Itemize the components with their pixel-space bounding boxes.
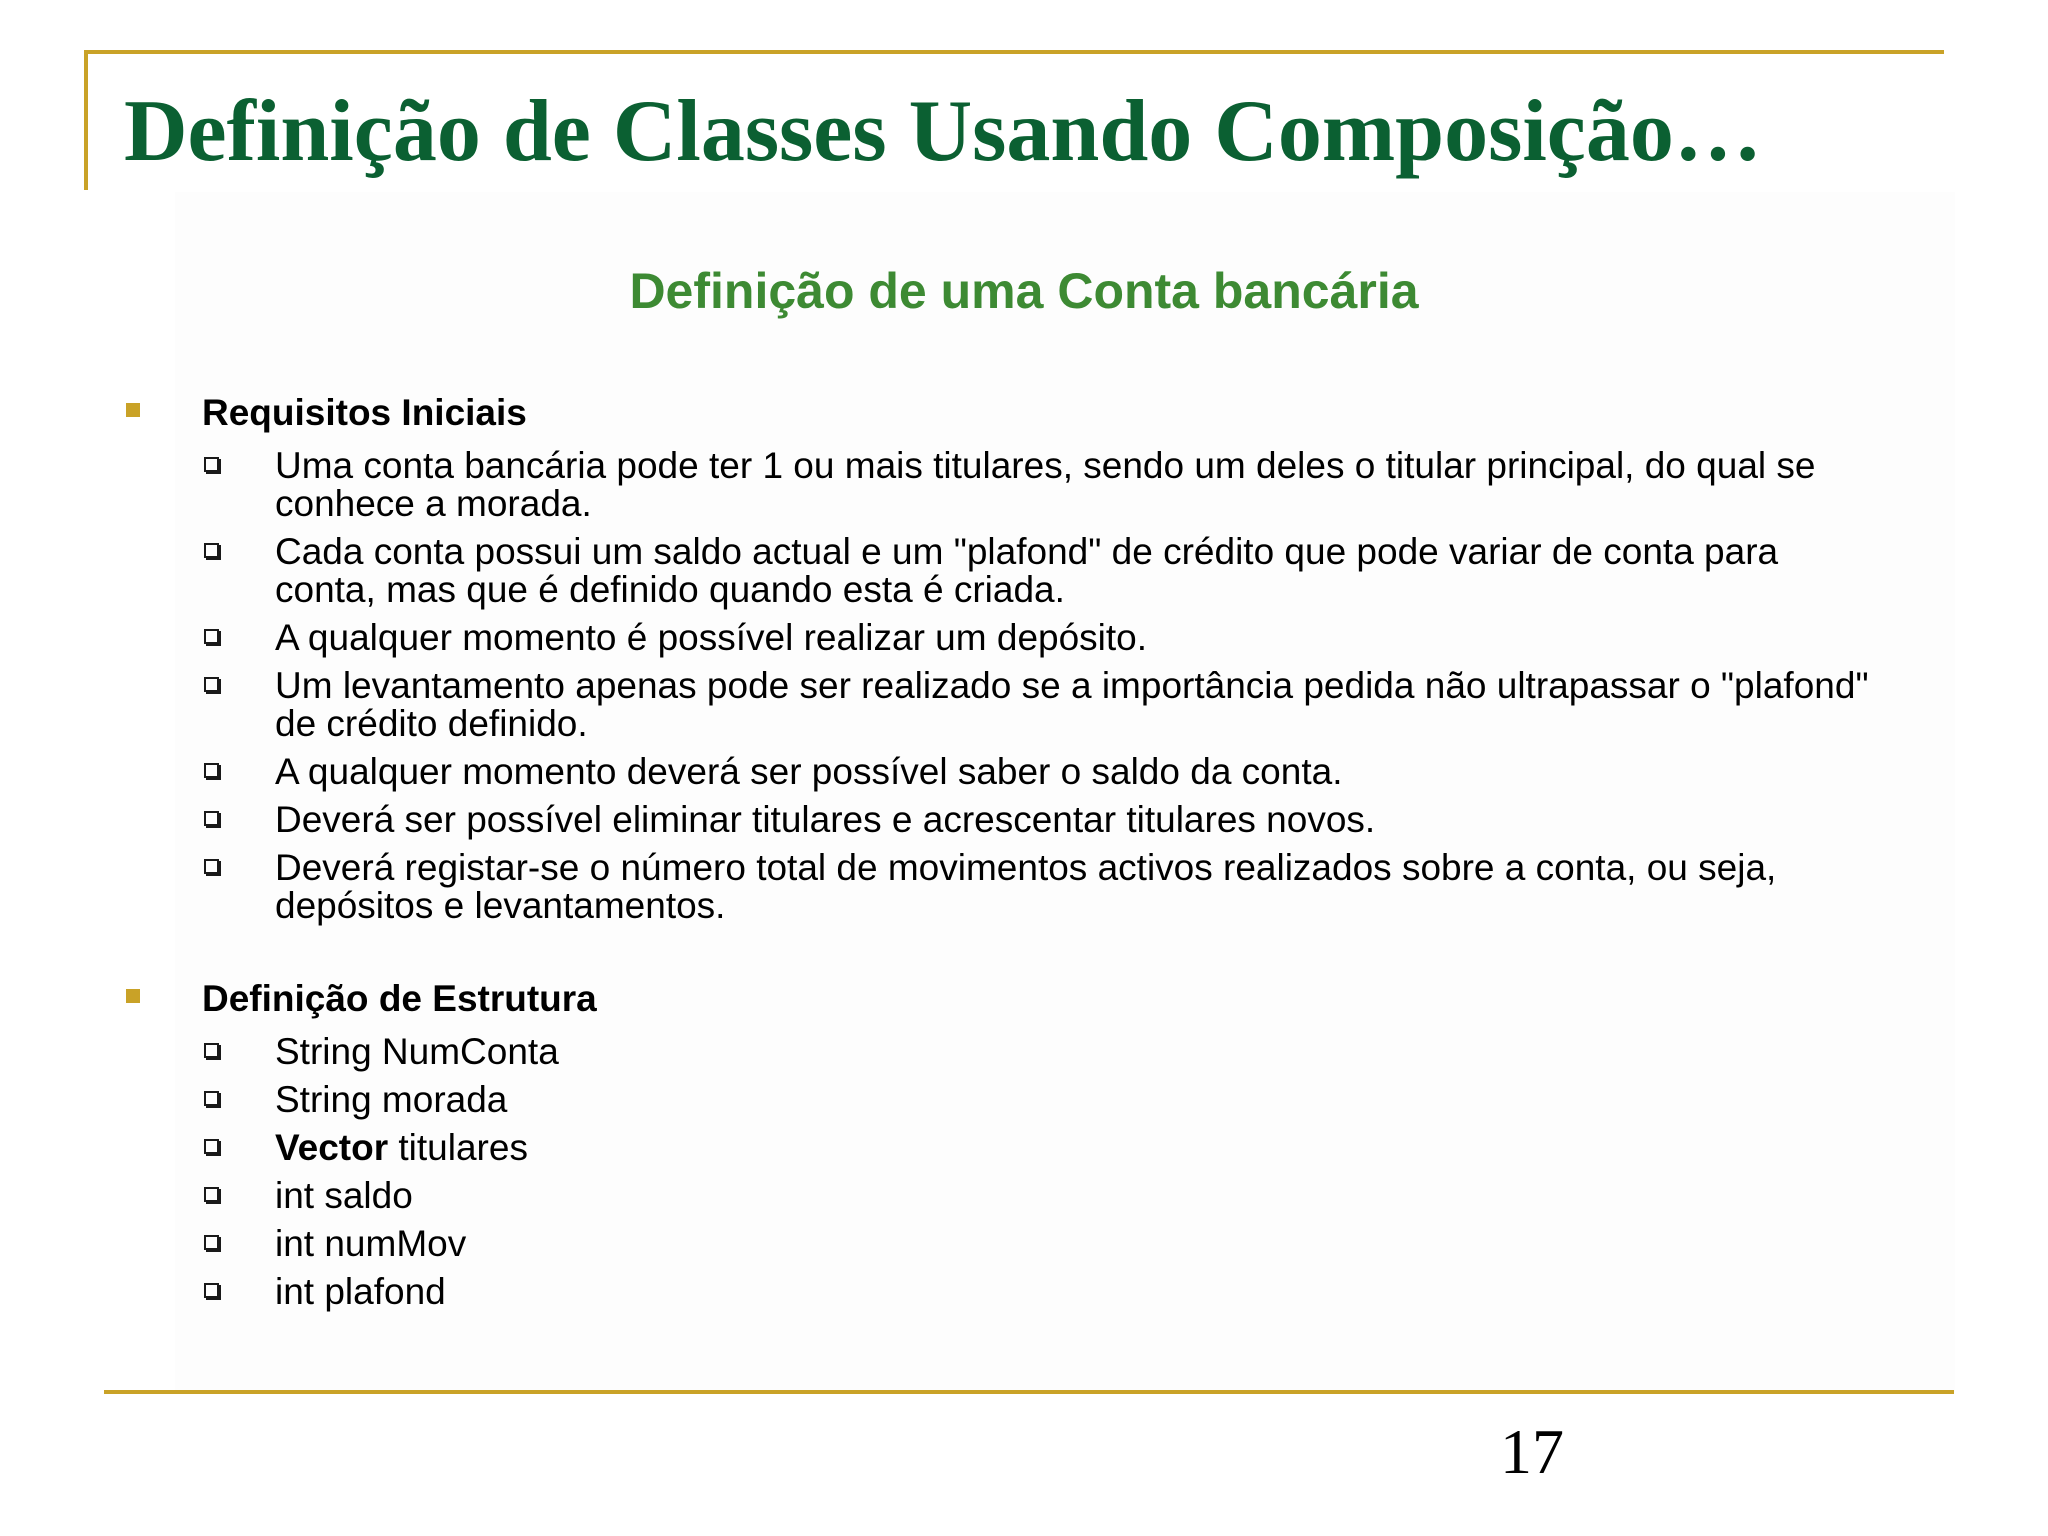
- list-item: [124, 1225, 1884, 1263]
- list-item-text: Uma conta bancária pode ter 1 ou mais titulares, sendo um deles o titular principal, do qual se conhece a morada.: [275, 445, 1816, 524]
- estrutura-heading: [124, 975, 1944, 1023]
- field-type-bold: Vector: [275, 1127, 389, 1168]
- list-item: [124, 849, 1884, 925]
- estrutura-heading-text: Definição de Estrutura: [202, 978, 597, 1019]
- list-item: [124, 533, 1884, 609]
- list-item-text: Cada conta possui um saldo actual e um "plafond" de crédito que pode variar de conta para conta, mas que é definido quando esta é criada.: [275, 531, 1779, 610]
- field-text: titulares: [388, 1127, 528, 1168]
- estrutura-list: [124, 1033, 1944, 1311]
- footer-divider: [104, 1390, 1954, 1394]
- hollow-square-bullet-icon: [204, 1283, 219, 1298]
- list-item: [124, 1129, 1884, 1167]
- square-bullet-icon: [126, 403, 140, 417]
- list-item: [124, 1081, 1884, 1119]
- list-item: [124, 1033, 1884, 1071]
- list-item-text: A qualquer momento deverá ser possível saber o saldo da conta.: [275, 751, 1343, 792]
- requisitos-list: [124, 447, 1944, 925]
- square-bullet-icon: [126, 989, 140, 1003]
- field-text: int numMov: [275, 1223, 467, 1264]
- field-text: String NumConta: [275, 1031, 559, 1072]
- hollow-square-bullet-icon: [204, 1235, 219, 1250]
- requisitos-heading: [124, 389, 1944, 437]
- requisitos-section: [124, 389, 1944, 925]
- list-item-text: A qualquer momento é possível realizar um depósito.: [275, 617, 1148, 658]
- requisitos-heading-text: Requisitos Iniciais: [202, 392, 527, 433]
- list-item: [124, 619, 1884, 657]
- slide-subtitle: Definição de uma Conta bancária: [629, 263, 1419, 319]
- field-text: String morada: [275, 1079, 508, 1120]
- hollow-square-bullet-icon: [204, 543, 219, 558]
- list-item-text: Deverá ser possível eliminar titulares e acrescentar titulares novos.: [275, 799, 1376, 840]
- list-item-text: Deverá registar-se o número total de movimentos activos realizados sobre a conta, ou seja, depósitos e levantamentos.: [275, 847, 1777, 926]
- hollow-square-bullet-icon: [204, 859, 219, 874]
- hollow-square-bullet-icon: [204, 1139, 219, 1154]
- list-item-text: Um levantamento apenas pode ser realizado se a importância pedida não ultrapassar o "plafond" de crédito definido.: [275, 665, 1869, 744]
- list-item: [124, 447, 1884, 523]
- hollow-square-bullet-icon: [204, 1091, 219, 1106]
- list-item: [124, 1177, 1884, 1215]
- slide-title: Definição de Classes Usando Composição…: [124, 83, 1762, 180]
- hollow-square-bullet-icon: [204, 457, 219, 472]
- list-item: [124, 753, 1884, 791]
- page-number: 17: [1500, 1416, 1564, 1487]
- hollow-square-bullet-icon: [204, 677, 219, 692]
- hollow-square-bullet-icon: [204, 1043, 219, 1058]
- estrutura-section: [124, 975, 1944, 1311]
- hollow-square-bullet-icon: [204, 629, 219, 644]
- field-text: int saldo: [275, 1175, 413, 1216]
- hollow-square-bullet-icon: [204, 811, 219, 826]
- list-item: [124, 667, 1884, 743]
- hollow-square-bullet-icon: [204, 1187, 219, 1202]
- field-text: int plafond: [275, 1271, 446, 1312]
- list-item: [124, 1273, 1884, 1311]
- hollow-square-bullet-icon: [204, 763, 219, 778]
- list-item: [124, 801, 1884, 839]
